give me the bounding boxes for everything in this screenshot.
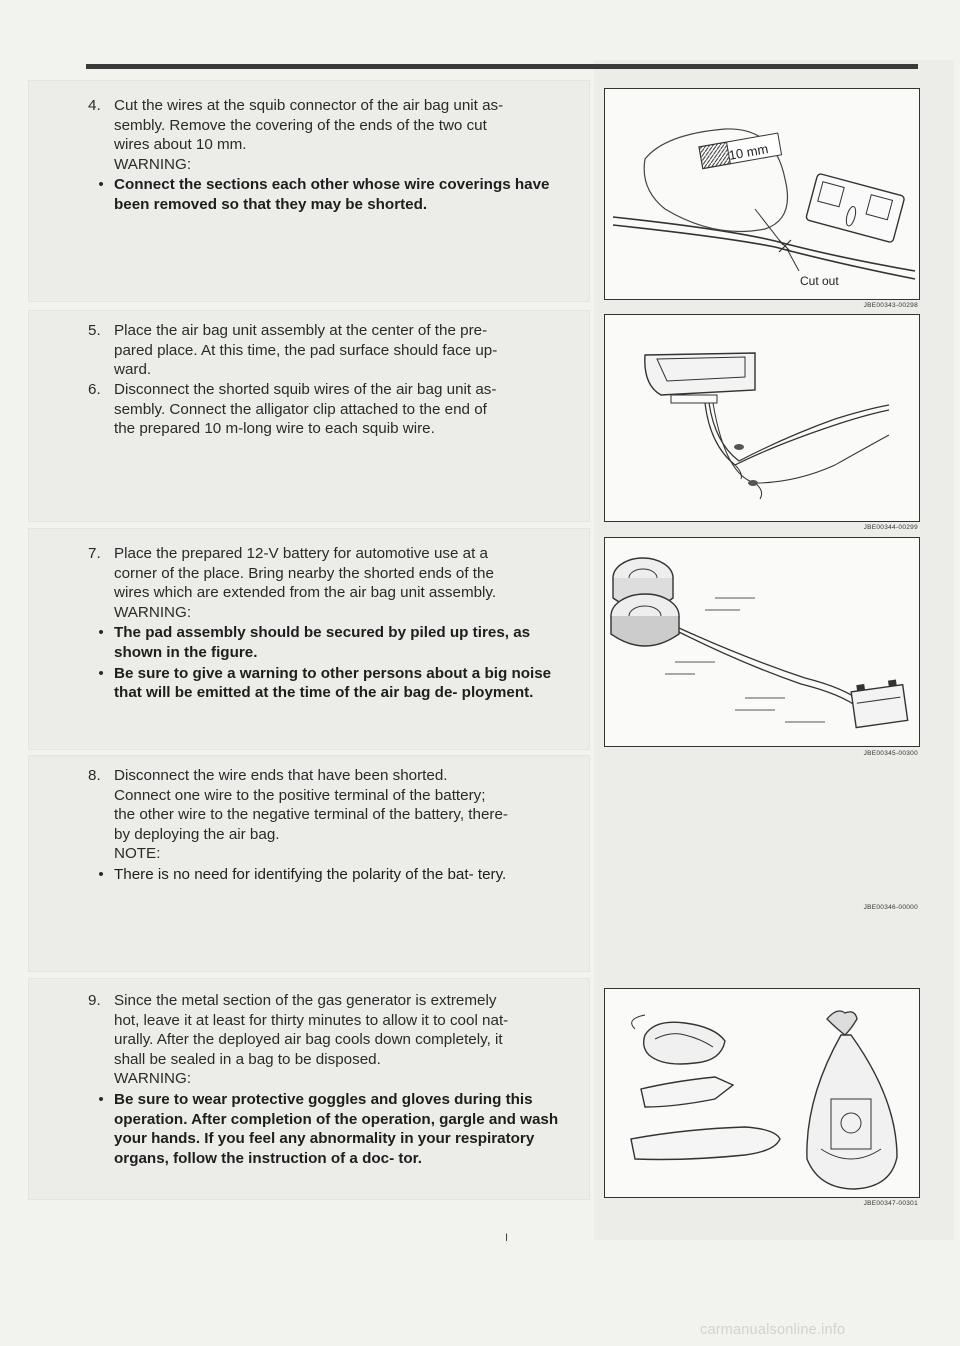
- step-text: sembly. Connect the alligator clip attached to the end of: [114, 400, 487, 418]
- warning-label: WARNING:: [114, 603, 192, 621]
- step-number: 9.: [88, 992, 101, 1009]
- step-text: Since the metal section of the gas generator is extremely: [114, 992, 497, 1009]
- step-text: Connect one wire to the positive terminal of the battery;: [114, 786, 486, 804]
- figure-code: JBE00344-00299: [863, 524, 918, 531]
- figure-code: JBE00343-00298: [863, 302, 918, 309]
- warning-bullet: • Be sure to give a warning to other persons about a big noise that will be emitted at the time of the air bag de- ployment.: [88, 664, 568, 703]
- airbag-unit-illustration: [605, 315, 919, 521]
- step-text: wires which are extended from the air bag unit assembly.: [114, 584, 497, 602]
- figure-goggles-gloves-bag: [604, 988, 920, 1198]
- step-4: [88, 96, 568, 215]
- step-text: Place the air bag unit assembly at the center of the pre-: [114, 322, 488, 339]
- warning-bullet: • Be sure to wear protective goggles and gloves during this operation. After completion of the operation, gargle and wash your hands. If you feel any abnormality in your respiratory organs, follow the instruction of a doc- tor.: [88, 1090, 568, 1168]
- step-text: urally. After the deployed air bag cools down completely, it: [114, 1031, 503, 1049]
- step-text: sembly. Remove the covering of the ends of the two cut: [114, 116, 487, 134]
- step-text: corner of the place. Bring nearby the shorted ends of the: [114, 564, 494, 582]
- step-number: 8.: [88, 767, 101, 784]
- step-text: ward.: [114, 361, 152, 379]
- step-number: 7.: [88, 545, 101, 562]
- figure-code: JBE00346-00000: [863, 904, 918, 911]
- figure-code: JBE00347-00301: [863, 1200, 918, 1207]
- bullet-dot-icon: •: [98, 865, 104, 883]
- tires-battery-illustration: [605, 538, 919, 746]
- watermark-text: carmanualsonline.info: [700, 1322, 846, 1338]
- callout-label: Cut out: [800, 274, 839, 288]
- figure-code: JBE00345-00300: [863, 750, 918, 757]
- step-number: 6.: [88, 381, 101, 398]
- step-number: 4.: [88, 97, 101, 114]
- bullet-dot-icon: •: [98, 664, 104, 682]
- header-rule: [86, 64, 918, 69]
- step-text: shall be sealed in a bag to be disposed.: [114, 1050, 381, 1068]
- step-text: Place the prepared 12-V battery for automotive use at a: [114, 545, 488, 562]
- warning-bullet: • Connect the sections each other whose wire coverings have been removed so that they may be shorted.: [88, 175, 568, 214]
- step-9: [88, 991, 568, 1168]
- step-text: wires about 10 mm.: [114, 136, 247, 154]
- warning-label: WARNING:: [114, 155, 192, 173]
- step-5: [88, 321, 568, 380]
- bullet-dot-icon: •: [98, 1090, 104, 1108]
- step-8: [88, 766, 568, 885]
- step-text: Cut the wires at the squib connector of the air bag unit as-: [114, 97, 504, 114]
- note-bullet: • There is no need for identifying the polarity of the bat- tery.: [88, 865, 568, 885]
- note-label: NOTE:: [114, 845, 161, 863]
- warning-label: WARNING:: [114, 1070, 192, 1088]
- step-text: by deploying the air bag.: [114, 825, 280, 843]
- step-7: [88, 544, 568, 703]
- dimension-label: 10 mm: [727, 141, 770, 163]
- step-text: Disconnect the shorted squib wires of the air bag unit as-: [114, 381, 497, 398]
- step-number: 5.: [88, 322, 101, 339]
- step-6: [88, 380, 568, 439]
- protective-equipment-illustration: [605, 989, 919, 1197]
- wire-cut-illustration: [605, 89, 919, 299]
- step-text: the other wire to the negative terminal of the battery, there-: [114, 806, 508, 824]
- step-text: hot, leave it at least for thirty minutes to allow it to cool nat-: [114, 1011, 509, 1029]
- bullet-dot-icon: •: [98, 624, 104, 642]
- figure-wire-cut: [604, 88, 920, 300]
- page-mark: I: [505, 1232, 509, 1244]
- bullet-dot-icon: •: [98, 176, 104, 194]
- step-text: pared place. At this time, the pad surface should face up-: [114, 341, 498, 359]
- step-text: Disconnect the wire ends that have been shorted.: [114, 767, 448, 784]
- warning-bullet: • The pad assembly should be secured by piled up tires, as shown in the figure.: [88, 623, 568, 662]
- figure-tires-battery: [604, 537, 920, 747]
- step-text: the prepared 10 m-long wire to each squib wire.: [114, 420, 435, 438]
- figure-airbag-unit: [604, 314, 920, 522]
